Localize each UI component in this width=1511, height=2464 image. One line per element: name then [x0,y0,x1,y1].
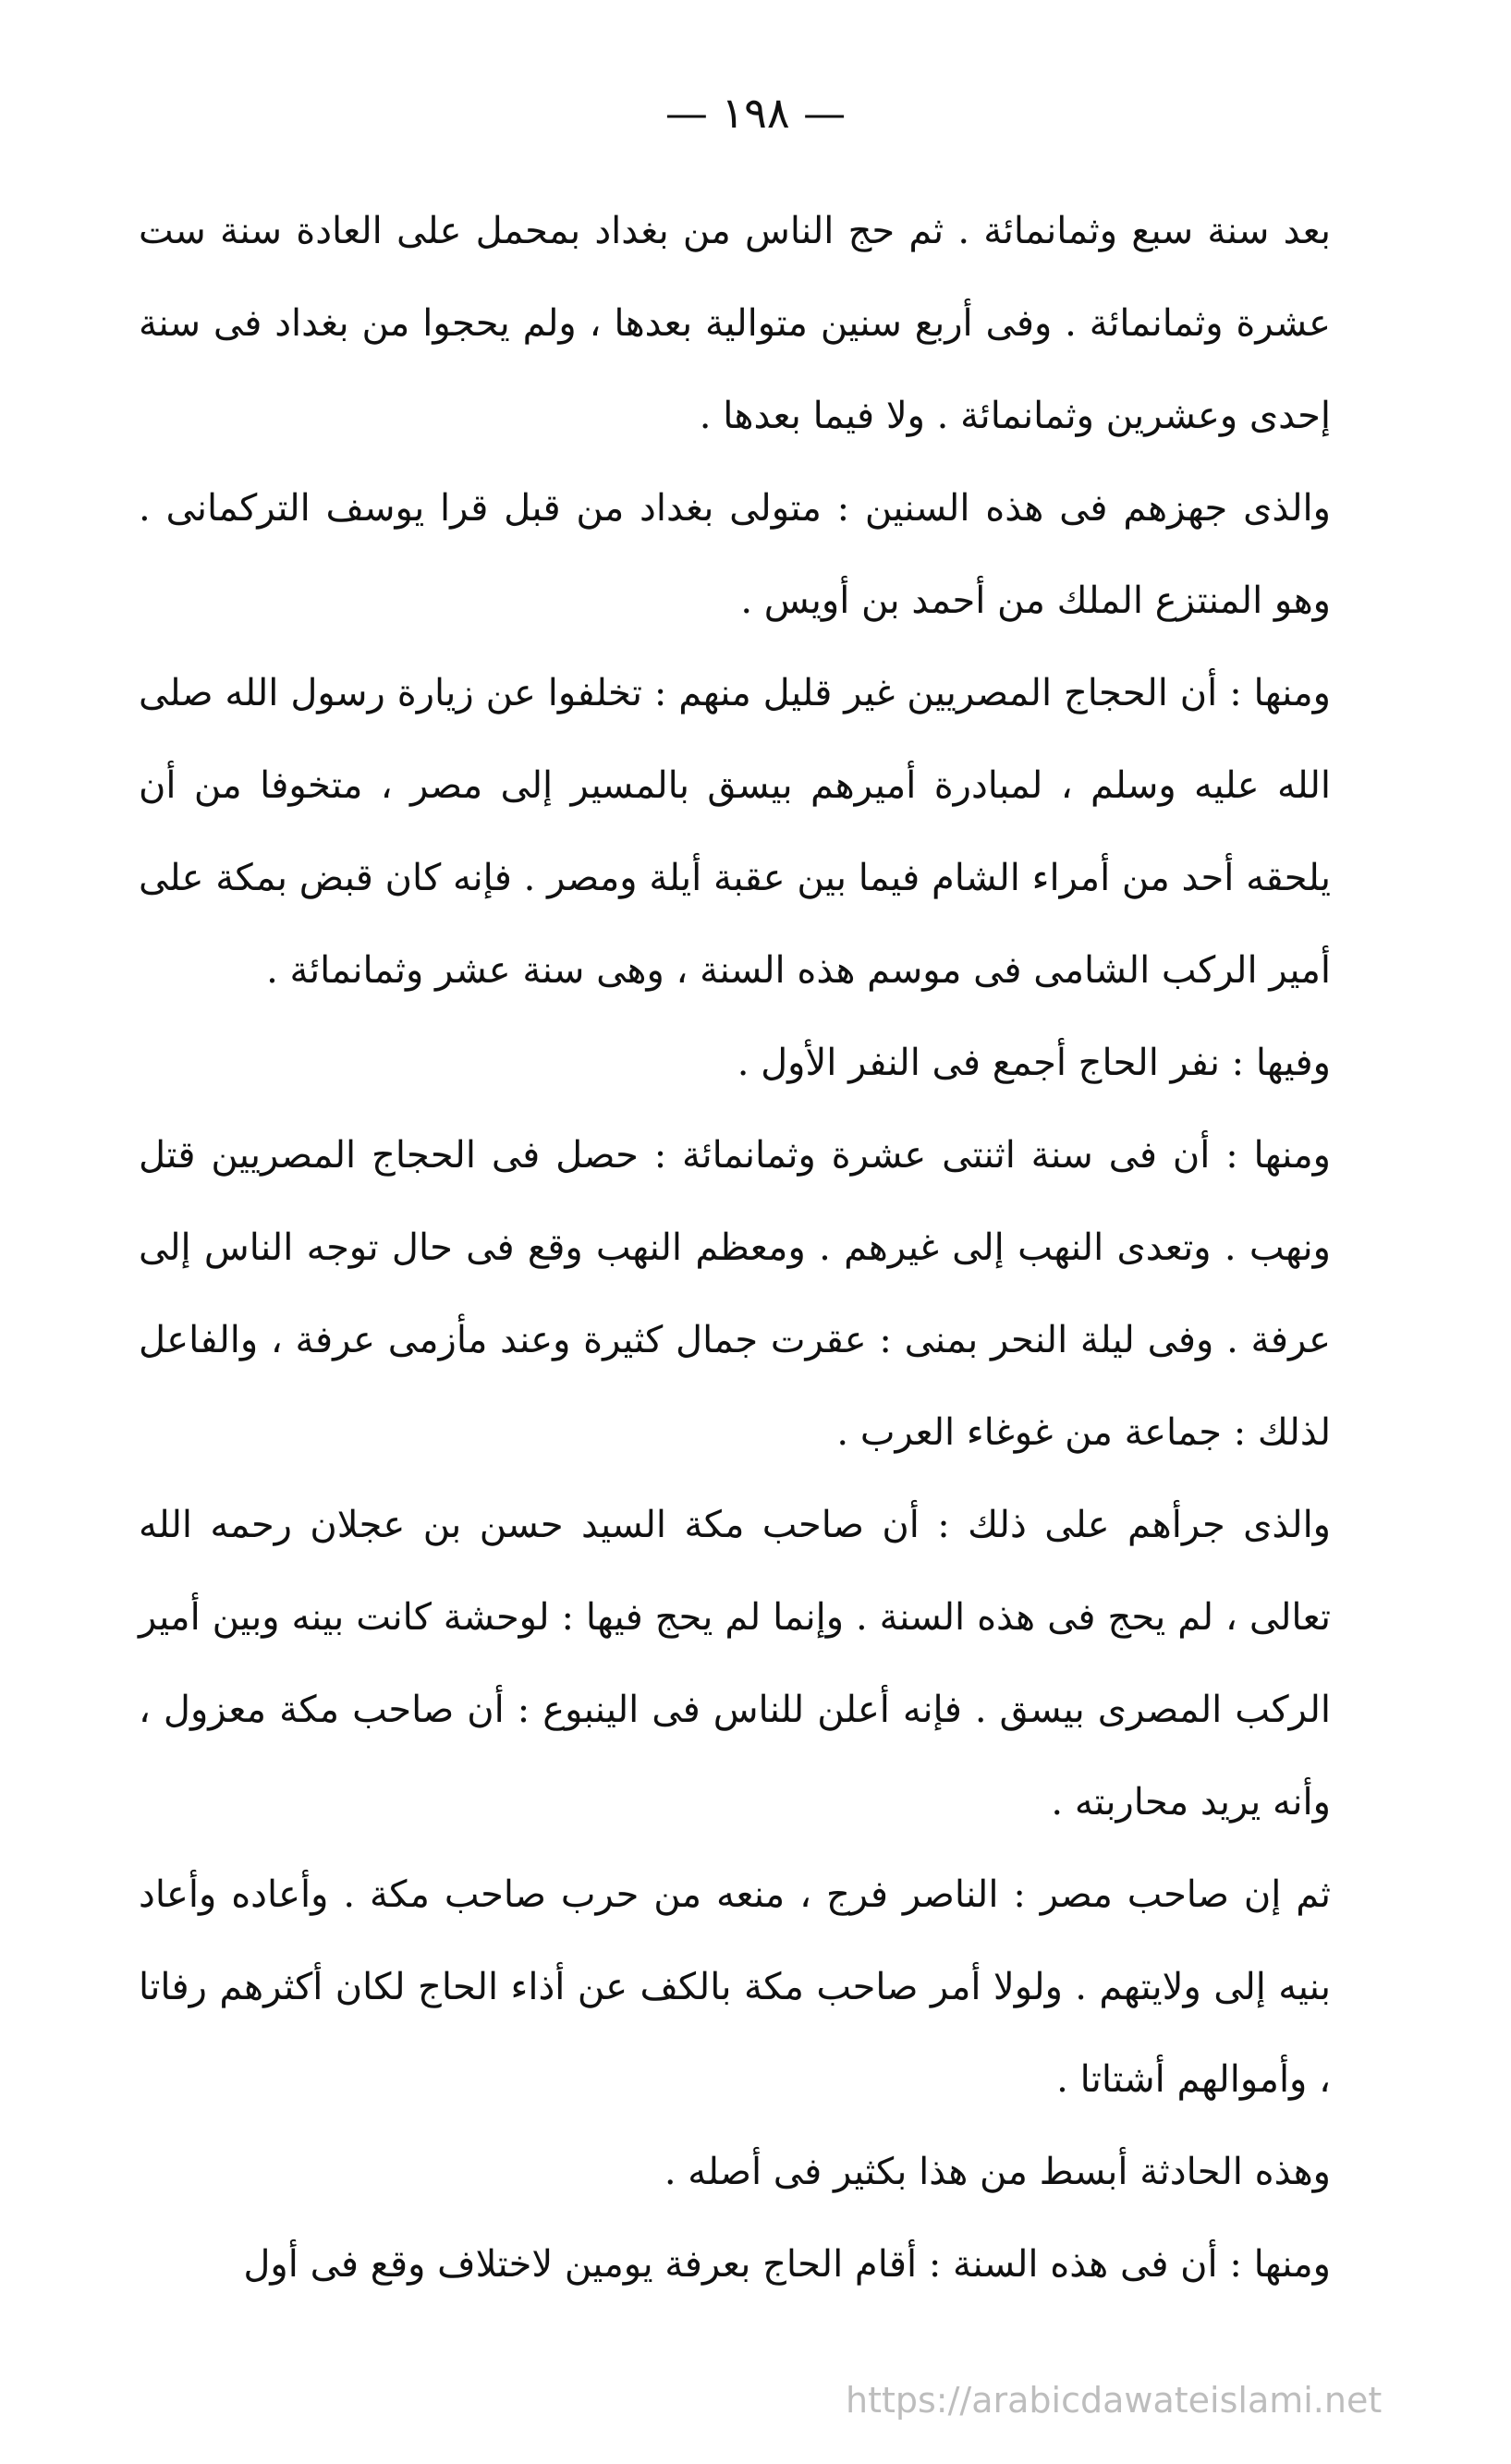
paragraph: ومنها : أن فى سنة اثنتى عشرة وثمانمائة : حصل فى الحجاج المصريين قتل ونهب . وتعدى النهب إلى غيرهم . ومعظم النهب وقع فى حال توجه الناس إلى عرفة . وفى ليلة النحر بمنى : عقرت جمال كثيرة وعند مأزمى عرفة ، والفاعل لذلك : جماعة من غوغاء العرب . [139,1134,1331,1454]
paragraph: والذى جرأهم على ذلك : أن صاحب مكة السيد حسن بن عجلان رحمه الله تعالى ، لم يحج فى هذه السنة . وإنما لم يحج فيها : لوحشة كانت بينه وبين أمير الركب المصرى بيسق . فإنه أعلن للناس فى الينبوع : أن صاحب مكة معزول ، وأنه يريد محاربته . [139,1504,1331,1824]
paragraph: والذى جهزهم فى هذه السنين : متولى بغداد من قبل قرا يوسف التركمانى . وهو المنتزع الملك من أحمد بن أويس . [139,487,1331,622]
paragraph: وفيها : نفر الحاج أجمع فى النفر الأول . [737,1042,1331,1084]
text-body [139,185,1331,2311]
paragraph: وهذه الحادثة أبسط من هذا بكثير فى أصله . [664,2151,1331,2193]
paragraph: ومنها : أن الحجاج المصريين غير قليل منهم : تخلفوا عن زيارة رسول الله صلى الله عليه وسلم ، لمبادرة أميرهم بيسق بالمسير إلى مصر ، متخوفا من أن يلحقه أحد من أمراء الشام فيما بين عقبة أيلة ومصر . فإنه كان قبض بمكة على أمير الركب الشامى فى موسم هذه السنة ، وهى سنة عشر وثمانمائة . [139,672,1331,992]
paragraph: ثم إن صاحب مصر : الناصر فرج ، منعه من حرب صاحب مكة . وأعاده وأعاد بنيه إلى ولايتهم . ولولا أمر صاحب مكة بالكف عن أذاء الحاج لكان أكثرهم رفاتا ، وأموالهم أشتاتا . [139,1873,1331,2101]
page-number: — ١٩٨ — [664,88,847,138]
watermark: https://arabicdawateislami.net [846,2380,1383,2421]
paragraph: بعد سنة سبع وثمانمائة . ثم حج الناس من بغداد بمحمل على العادة سنة ست عشرة وثمانمائة . وفى أربع سنين متوالية بعدها ، ولم يحجوا من بغداد فى سنة إحدى وعشرين وثمانمائة . ولا فيما بعدها . [139,210,1331,437]
paragraph: ومنها : أن فى هذه السنة : أقام الحاج بعرفة يومين لاختلاف وقع فى أول [243,2243,1331,2286]
